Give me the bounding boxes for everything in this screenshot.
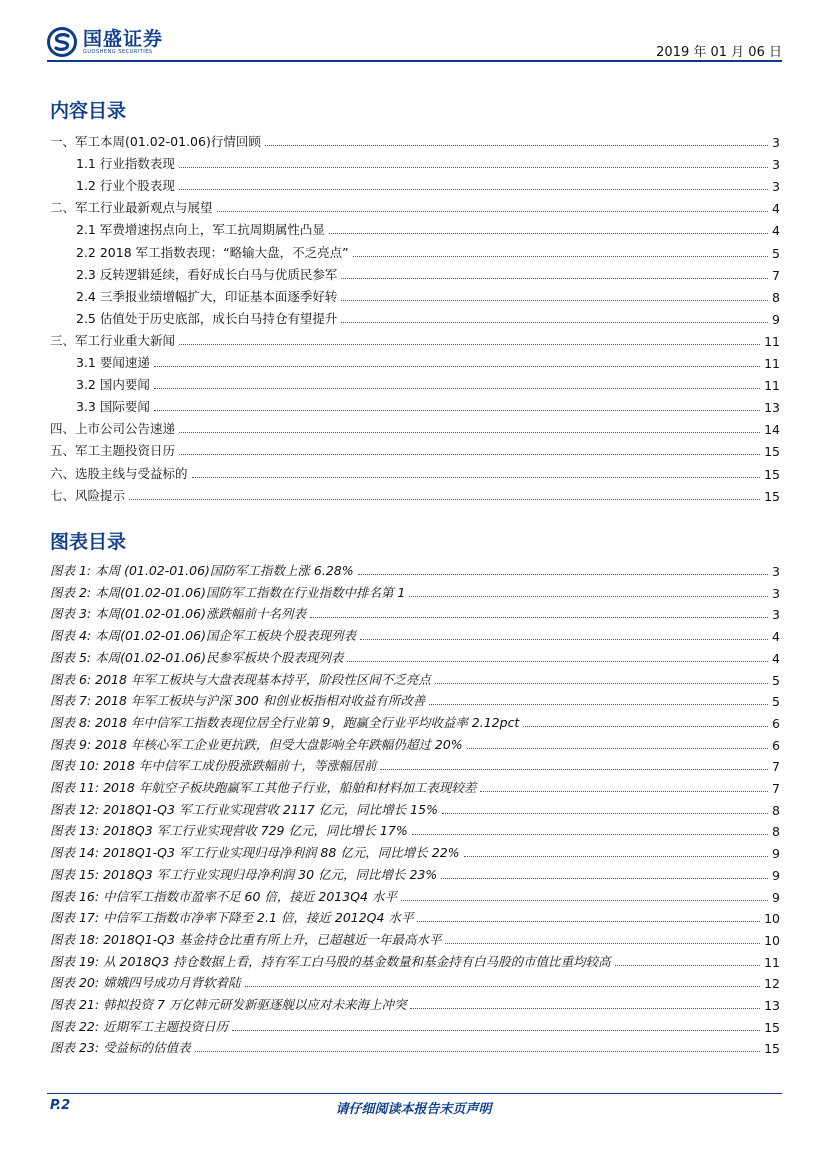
figure-entry[interactable] — [50, 646, 780, 666]
figure-entry-label: 图表 3: 本周(01.02-01.06)涨跌幅前十名列表 — [50, 606, 306, 622]
dot-leader — [192, 477, 761, 478]
toc-entry-page: 11 — [764, 378, 780, 394]
dot-leader — [353, 256, 768, 257]
figure-entry-label: 图表 2: 本周(01.02-01.06)国防军工指数在行业指数中排名第 1 — [50, 584, 406, 600]
dot-leader — [232, 1030, 760, 1031]
toc-entry-page: 9 — [772, 311, 780, 327]
figures-title: 图表目录 — [50, 531, 127, 553]
toc-entry-page: 8 — [772, 289, 780, 305]
page-number: P.2 — [50, 1098, 71, 1113]
dot-leader — [523, 726, 768, 727]
logo-name-cn: 国盛证券 — [83, 27, 164, 50]
dot-leader — [412, 834, 768, 835]
dot-leader — [179, 432, 760, 433]
figure-entry-label: 图表 20: 嫦娥四号成功月背软着陆 — [50, 975, 241, 991]
toc-entry[interactable] — [50, 241, 780, 261]
figure-entry-page: 3 — [772, 585, 780, 601]
toc-entry[interactable] — [50, 329, 780, 349]
contents-title: 内容目录 — [50, 100, 127, 122]
dot-leader — [358, 574, 768, 575]
figure-entry[interactable] — [50, 711, 780, 731]
dot-leader — [310, 617, 768, 618]
dot-leader — [429, 704, 768, 705]
toc-entry[interactable] — [50, 285, 780, 305]
figure-entry[interactable] — [50, 1015, 780, 1035]
figure-entry-page: 10 — [764, 932, 780, 948]
figure-entry-page: 9 — [772, 846, 780, 862]
toc-entry-label: 2.5 估值处于历史底部，成长白马持仓有望提升 — [50, 309, 339, 327]
toc-entry[interactable] — [50, 307, 780, 327]
figure-entry[interactable] — [50, 841, 780, 861]
figure-entry-page: 13 — [764, 998, 780, 1013]
figure-entry[interactable] — [50, 1036, 780, 1056]
figure-entry-page: 11 — [764, 954, 780, 970]
figure-entry-label: 图表 8: 2018 年中信军工指数表现位居全行业第 9，跑赢全行业平均收益率 2.12pct — [50, 714, 520, 730]
figure-entry-label: 图表 9: 2018 年核心军工企业更抗跌，但受大盘影响全年跌幅仍超过 20% — [50, 736, 463, 752]
toc-entry-label: 四、上市公司公告速递 — [50, 421, 176, 437]
figure-entry[interactable] — [50, 993, 780, 1013]
toc-entry-label: 2.1 军费增速拐点向上，军工抗周期属性凸显 — [50, 220, 327, 238]
dot-leader — [154, 410, 760, 411]
toc-entry[interactable] — [50, 130, 780, 150]
figure-entry[interactable] — [50, 971, 780, 991]
dot-leader — [329, 233, 768, 234]
dot-leader — [360, 639, 768, 640]
toc-entry-label: 3.1 要闻速递 — [50, 353, 152, 371]
figure-entry-label: 图表 13: 2018Q3 军工行业实现营收 729 亿元，同比增长 17% — [50, 823, 408, 839]
dot-leader — [347, 661, 768, 662]
toc-entry-label: 2.2 2018 军工指数表现：“略输大盘，不乏亮点” — [50, 243, 351, 261]
toc-entry-page: 11 — [764, 356, 780, 371]
dot-leader — [409, 596, 768, 597]
toc-entry-label: 2.4 三季报业绩增幅扩大，印证基本面逐季好转 — [50, 287, 339, 305]
toc-entry-page: 3 — [772, 135, 780, 150]
figure-entry[interactable] — [50, 819, 780, 839]
toc-entry-label: 五、军工主题投资日历 — [50, 443, 176, 459]
dot-leader — [341, 278, 768, 279]
toc-entry-label: 七、风险提示 — [50, 487, 126, 503]
toc-entry-page: 15 — [764, 488, 780, 504]
dot-leader — [154, 366, 760, 367]
report-date: 2019 年 01 月 06 日 — [656, 45, 782, 60]
footer-divider — [47, 1093, 782, 1094]
figure-entry-page: 9 — [772, 889, 780, 905]
toc-entry-label: 一、军工本周(01.02-01.06)行情回顾 — [50, 134, 261, 149]
figure-entry-label: 图表 23: 受益标的估值表 — [50, 1040, 191, 1056]
toc-entry[interactable] — [50, 218, 780, 238]
dot-leader — [245, 986, 761, 987]
figure-entry-label: 图表 19: 从 2018Q3 持仓数据上看，持有军工白马股的基金数量和基金持有白马股的市值比重均较高 — [50, 953, 611, 969]
figure-entry-page: 7 — [772, 781, 780, 796]
figure-entry-page: 5 — [772, 694, 780, 710]
figure-entry-label: 图表 12: 2018Q1-Q3 军工行业实现营收 2117 亿元，同比增长 15% — [50, 801, 438, 817]
company-logo — [47, 24, 163, 60]
figure-entry[interactable] — [50, 928, 780, 948]
figure-entry[interactable] — [50, 798, 780, 818]
toc-entry[interactable] — [50, 395, 780, 415]
figure-entry[interactable] — [50, 602, 780, 622]
guosheng-logo-icon — [47, 27, 77, 57]
figure-entry-page: 15 — [764, 1019, 780, 1035]
dot-leader — [217, 211, 769, 212]
toc-entry-page: 3 — [772, 179, 780, 195]
figure-entry-label: 图表 10: 2018 年中信军工成份股涨跌幅前十，等涨幅居前 — [50, 758, 377, 774]
figure-entry-label: 图表 6: 2018 年军工板块与大盘表现基本持平，阶段性区间不乏亮点 — [50, 671, 431, 687]
figure-entry-label: 图表 22: 近期军工主题投资日历 — [50, 1018, 229, 1034]
figure-entry[interactable] — [50, 863, 780, 883]
toc-entry-label: 六、选股主线与受益标的 — [50, 465, 188, 481]
toc-entry-page: 15 — [764, 444, 780, 460]
toc-entry-page: 3 — [772, 157, 780, 173]
dot-leader — [341, 322, 768, 323]
page-header — [47, 24, 782, 62]
figure-entry[interactable] — [50, 754, 780, 774]
figure-entry-page: 6 — [772, 737, 780, 753]
figure-entry[interactable] — [50, 581, 780, 601]
figure-entry-label: 图表 4: 本周(01.02-01.06)国企军工板块个股表现列表 — [50, 628, 356, 644]
toc-entry[interactable] — [50, 439, 780, 459]
figure-entry-page: 15 — [764, 1041, 780, 1057]
logo-name-en: GUOSHENG SECURITIES — [83, 48, 153, 55]
figure-entry-page: 10 — [764, 911, 780, 927]
figure-entry-page: 6 — [772, 715, 780, 731]
figure-entry[interactable] — [50, 776, 780, 796]
dot-leader — [464, 856, 768, 857]
toc-entry[interactable] — [50, 196, 780, 216]
figure-entry[interactable] — [50, 624, 780, 644]
dot-leader — [615, 965, 760, 966]
dot-leader — [480, 791, 768, 792]
figure-entry-page: 4 — [772, 650, 780, 666]
figure-entry[interactable] — [50, 689, 780, 709]
figure-entry-page: 5 — [772, 672, 780, 688]
toc-entry-page: 7 — [772, 267, 780, 283]
dot-leader — [441, 878, 768, 879]
figure-entry[interactable] — [50, 559, 780, 579]
toc-entry-page: 13 — [764, 400, 780, 416]
figure-entry-page: 12 — [764, 976, 780, 992]
toc-entry[interactable] — [50, 417, 780, 437]
toc-entry-page: 4 — [772, 201, 780, 217]
dot-leader — [195, 1051, 761, 1052]
toc-entry[interactable] — [50, 152, 780, 172]
figure-entry-page: 3 — [772, 564, 780, 579]
figure-entry-label: 图表 17: 中信军工指数市净率下降至 2.1 倍，接近 2012Q4 水平 — [50, 910, 414, 926]
figure-entry-label: 图表 7: 2018 年军工板块与沪深 300 和创业板指相对收益有所改善 — [50, 693, 426, 709]
figure-entry-label: 图表 11: 2018 年航空子板块跑赢军工其他子行业，船舶和材料加工表现较差 — [50, 780, 477, 795]
toc-entry[interactable] — [50, 373, 780, 393]
figure-entry-page: 9 — [772, 867, 780, 883]
figure-entry-label: 图表 15: 2018Q3 军工行业实现归母净利润 30 亿元，同比增长 23% — [50, 866, 438, 882]
figure-entry-label: 图表 14: 2018Q1-Q3 军工行业实现归母净利润 88 亿元，同比增长 22% — [50, 845, 460, 861]
toc-entry-page: 14 — [764, 422, 780, 438]
dot-leader — [265, 145, 768, 146]
figure-entry-page: 3 — [772, 607, 780, 623]
toc-entry-label: 二、军工行业最新观点与展望 — [50, 200, 213, 216]
toc-entry-label: 1.1 行业指数表现 — [50, 154, 177, 172]
toc-entry[interactable] — [50, 263, 780, 283]
figure-entry-page: 4 — [772, 629, 780, 645]
dot-leader — [417, 921, 760, 922]
dot-leader — [401, 900, 768, 901]
dot-leader — [380, 769, 768, 770]
figure-entry-page: 7 — [772, 759, 780, 775]
toc-entry-label: 3.2 国内要闻 — [50, 375, 152, 393]
dot-leader — [442, 813, 768, 814]
toc-entry-label: 1.2 行业个股表现 — [50, 176, 177, 194]
dot-leader — [179, 189, 768, 190]
dot-leader — [179, 167, 768, 168]
toc-entry-label: 2.3 反转逻辑延续，看好成长白马与优质民参军 — [50, 265, 339, 283]
figure-entry-label: 图表 16: 中信军工指数市盈率不足 60 倍，接近 2013Q4 水平 — [50, 888, 397, 904]
toc-entry[interactable] — [50, 174, 780, 194]
dot-leader — [179, 454, 760, 455]
dot-leader — [129, 499, 760, 500]
toc-entry-label: 三、军工行业重大新闻 — [50, 332, 176, 348]
figure-entry-page: 8 — [772, 802, 780, 818]
figure-entry-label: 图表 5: 本周(01.02-01.06)民参军板块个股表现列表 — [50, 649, 344, 665]
dot-leader — [154, 388, 760, 389]
toc-entry[interactable] — [50, 462, 780, 482]
figure-entry[interactable] — [50, 668, 780, 688]
figure-entry[interactable] — [50, 885, 780, 905]
toc-entry-label: 3.3 国际要闻 — [50, 397, 152, 415]
toc-entry-page: 15 — [764, 466, 780, 482]
header-divider — [47, 60, 782, 62]
toc-entry-page: 11 — [764, 333, 780, 349]
toc-entry[interactable] — [50, 351, 780, 371]
dot-leader — [410, 1008, 760, 1009]
dot-leader — [445, 943, 760, 944]
figure-entry-label: 图表 18: 2018Q1-Q3 基金持仓比重有所上升，已超越近一年最高水平 — [50, 931, 442, 947]
dot-leader — [435, 683, 768, 684]
dot-leader — [341, 300, 768, 301]
toc-entry-page: 4 — [772, 223, 780, 239]
dot-leader — [179, 344, 760, 345]
figure-entry-label: 图表 1: 本周 (01.02-01.06)国防军工指数上涨 6.28% — [50, 563, 354, 578]
dot-leader — [467, 748, 768, 749]
figure-entry[interactable] — [50, 950, 780, 970]
footer-disclaimer: 请仔细阅读本报告末页声明 — [335, 1102, 492, 1117]
figure-entry-page: 8 — [772, 824, 780, 840]
figure-entry-label: 图表 21: 韩拟投资 7 万亿韩元研发新驱逐舰以应对未来海上冲突 — [50, 997, 407, 1012]
toc-entry-page: 5 — [772, 245, 780, 261]
toc-entry[interactable] — [50, 484, 780, 504]
figure-entry[interactable] — [50, 733, 780, 753]
figure-entry[interactable] — [50, 906, 780, 926]
